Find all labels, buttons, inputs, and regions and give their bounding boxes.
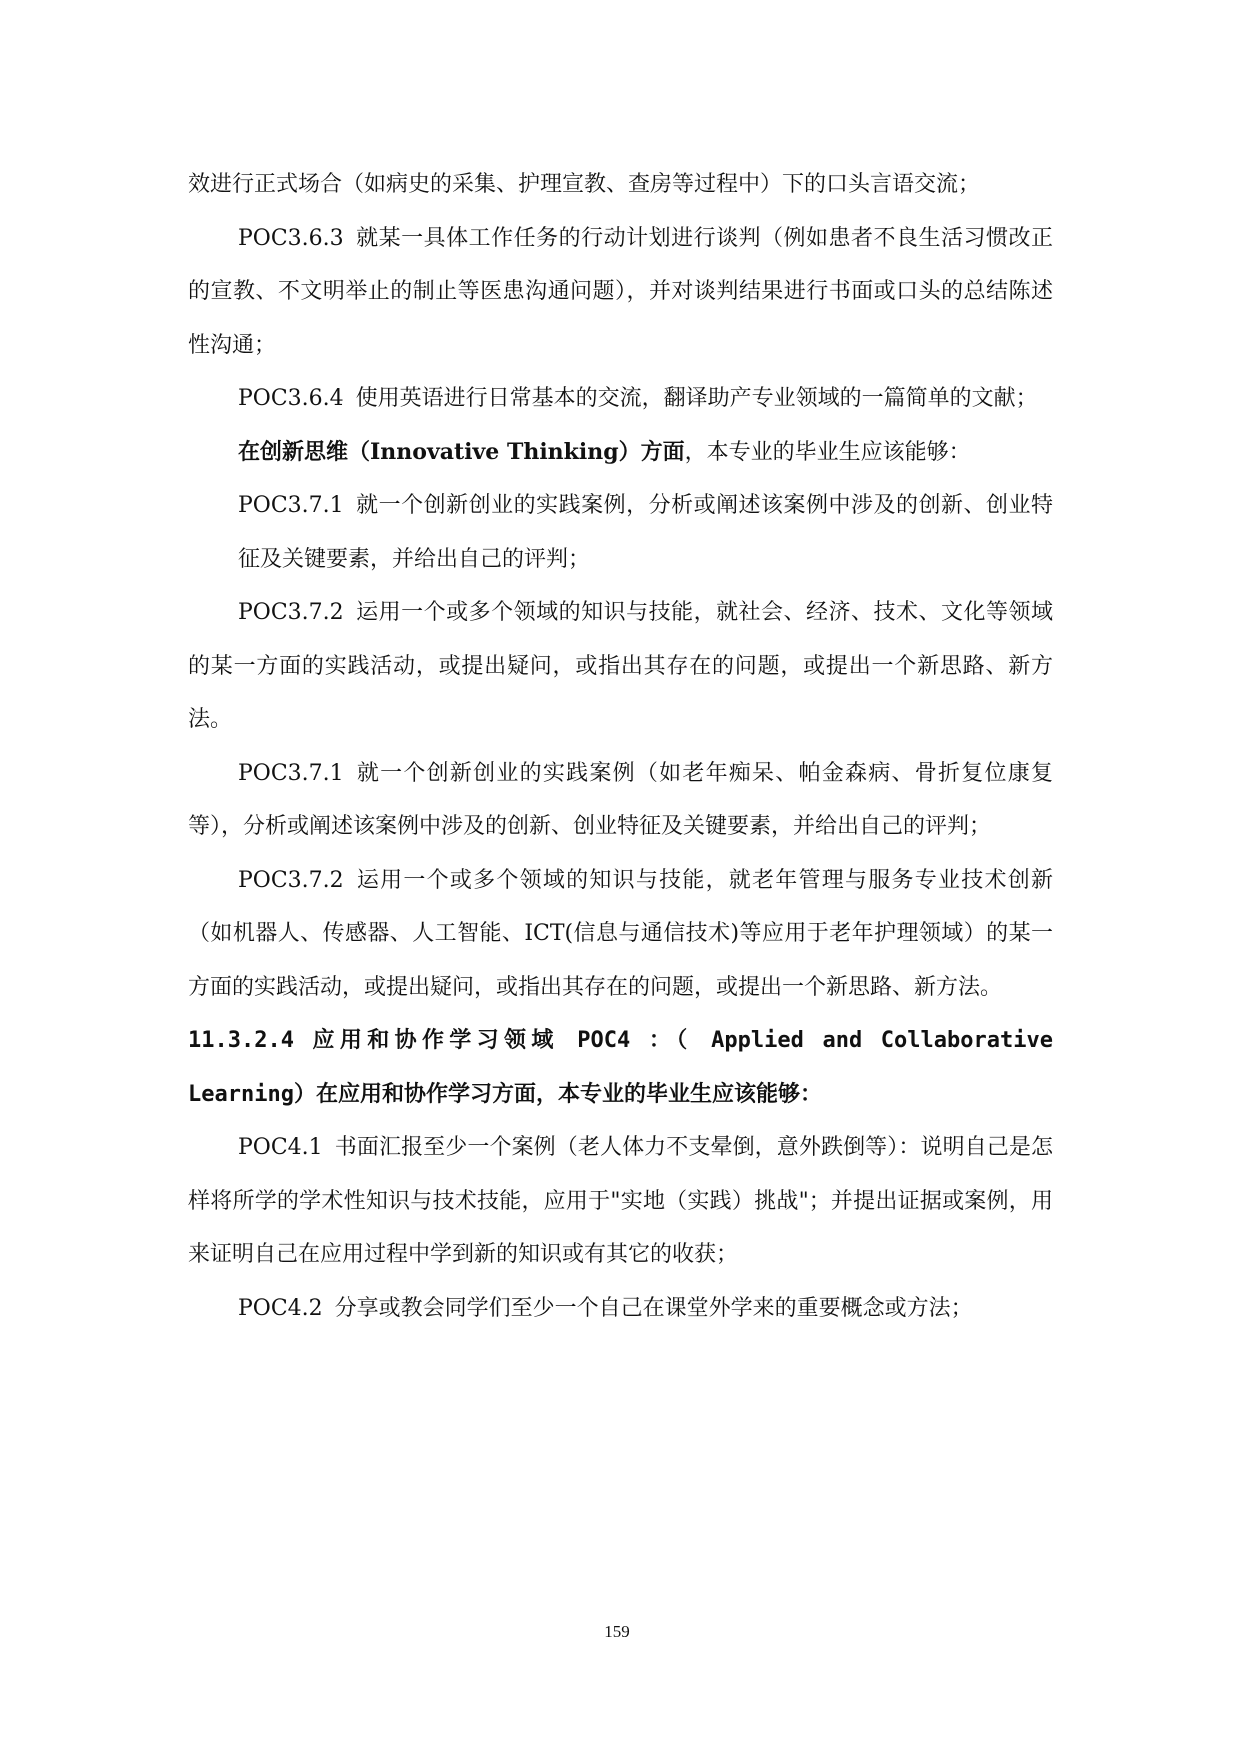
paragraph-poc3-7-1-detail bbox=[188, 747, 1053, 854]
section-heading-poc4 bbox=[188, 1014, 1053, 1121]
paragraph-poc3-7-1 bbox=[188, 479, 1053, 586]
item-code: POC3.6.4 bbox=[238, 386, 344, 411]
paragraph-poc4-1 bbox=[188, 1121, 1053, 1282]
item-code: POC3.7.1 bbox=[238, 493, 344, 518]
item-text: 运用一个或多个领域的知识与技能，就社会、经济、技术、文化等领域的某一方面的实践活动，或提出疑问，或指出其存在的问题，或提出一个新思路、新方法。 bbox=[188, 600, 1053, 732]
paragraph-poc3-7-2-detail bbox=[188, 854, 1053, 1015]
item-text: 书面汇报至少一个案例（老人体力不支晕倒，意外跌倒等）：说明自己是怎样将所学的学术性知识与技术技能，应用于"实地（实践）挑战"；并提出证据或案例，用来证明自己在应用过程中学到新的知识或有其它的收获； bbox=[188, 1135, 1053, 1267]
item-code: POC3.6.3 bbox=[238, 225, 344, 251]
item-code: POC4.1 bbox=[238, 1135, 323, 1160]
item-text: 就某一具体工作任务的行动计划进行谈判（例如患者不良生活习惯改正的宣教、不文明举止的制止等医患沟通问题），并对谈判结果进行书面或口头的总结陈述性沟通； bbox=[188, 225, 1053, 358]
paragraph-poc4-2 bbox=[188, 1282, 1053, 1336]
paragraph-poc3-7-2 bbox=[188, 586, 1053, 747]
section-lead-bold: 在创新思维（Innovative Thinking）方面 bbox=[238, 438, 685, 465]
item-text: 运用一个或多个领域的知识与技能，就老年管理与服务专业技术创新（如机器人、传感器、人工智能、ICT(信息与通信技术)等应用于老年护理领域）的某一方面的实践活动，或提出疑问，或指出其存在的问题，或提出一个新思路、新方法。 bbox=[188, 867, 1053, 1000]
item-code: POC3.7.2 bbox=[238, 600, 344, 625]
item-code: POC3.7.2 bbox=[238, 867, 344, 893]
paragraph-poc3-6-3 bbox=[188, 212, 1053, 373]
paragraph-innovative-thinking bbox=[188, 426, 1053, 480]
heading-text: 11.3.2.4 应用和协作学习领域 POC4 ：（ Applied and Collaborative Learning） bbox=[188, 1028, 1053, 1107]
item-code: POC4.2 bbox=[238, 1295, 323, 1321]
page-number: 159 bbox=[604, 1622, 630, 1641]
item-text: 分享或教会同学们至少一个自己在课堂外学来的重要概念或方法； bbox=[334, 1295, 973, 1321]
item-text: 就一个创新创业的实践案例（如老年痴呆、帕金森病、骨折复位康复等），分析或阐述该案例中涉及的创新、创业特征及关键要素，并给出自己的评判； bbox=[188, 760, 1053, 839]
item-text: 使用英语进行日常基本的交流，翻译助产专业领域的一篇简单的文献； bbox=[355, 386, 1038, 411]
paragraph-poc3-6-4 bbox=[188, 372, 1053, 426]
heading-tail: 在应用和协作学习方面，本专业的毕业生应该能够： bbox=[315, 1080, 822, 1107]
item-code: POC3.7.1 bbox=[238, 760, 344, 786]
paragraph-continuation: 效进行正式场合（如病史的采集、护理宣教、查房等过程中）下的口头言语交流； bbox=[188, 172, 981, 197]
item-text: 就一个创新创业的实践案例，分析或阐述该案例中涉及的创新、创业特征及关键要素，并给出自己的评判； bbox=[238, 493, 1053, 572]
section-lead-text: ，本专业的毕业生应该能够： bbox=[684, 439, 971, 465]
page-body bbox=[188, 158, 1053, 1335]
